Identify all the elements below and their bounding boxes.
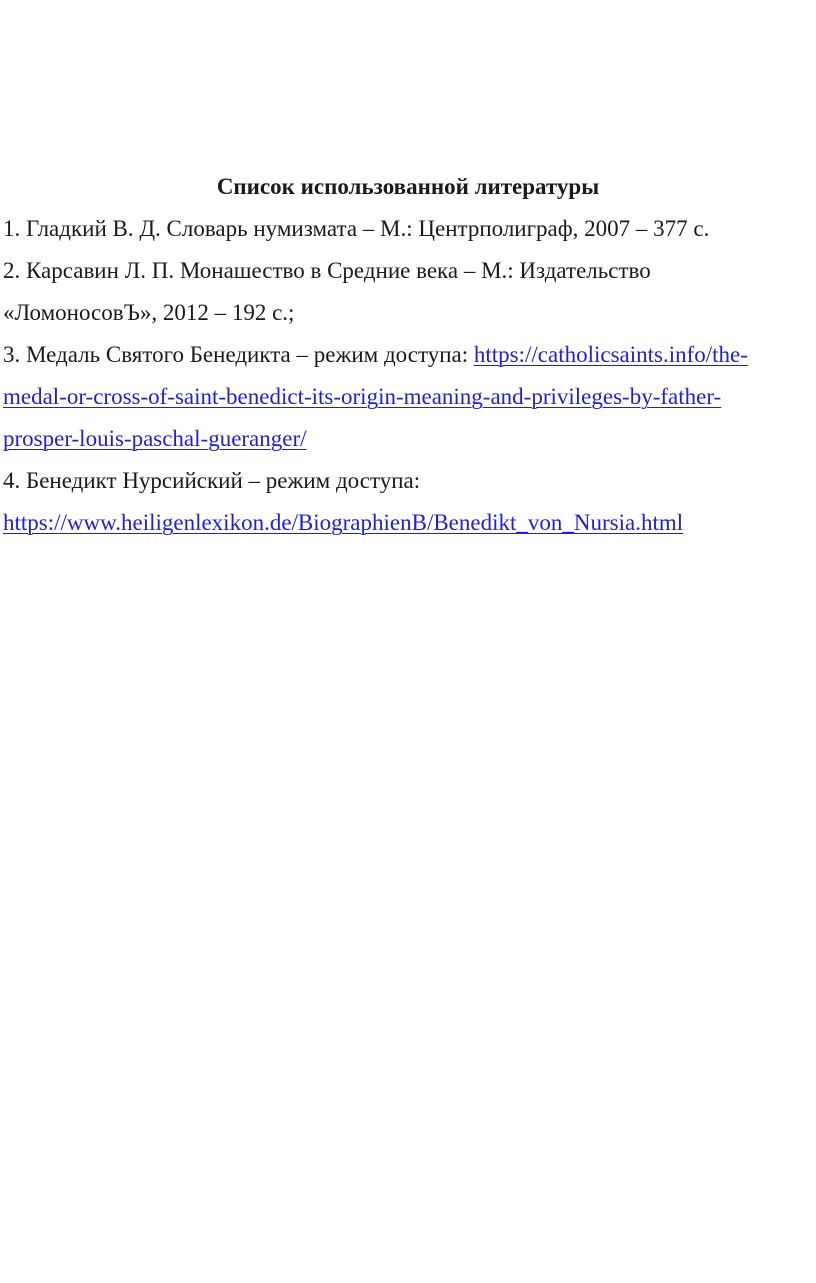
reference-3-link[interactable]: https://catholicsaints.info/the-	[473, 342, 748, 367]
reference-1-text: 1. Гладкий В. Д. Словарь нумизмата – М.: Центрполиграф, 2007 – 377 с.	[3, 216, 710, 241]
reference-3-prefix: 3. Медаль Святого Бенедикта – режим доступа:	[3, 342, 474, 367]
reference-4-line-2	[3, 502, 683, 544]
reference-1	[3, 208, 709, 250]
reference-3-line-1	[3, 334, 748, 376]
reference-4-link[interactable]: https://www.heiligenlexikon.de/BiographienB/Benedikt_von_Nursia.html	[3, 510, 684, 535]
reference-3-line-2	[3, 376, 721, 418]
reference-3-link-end[interactable]: prosper-louis-paschal-gueranger/	[3, 426, 307, 451]
reference-3-link-continued[interactable]: medal-or-cross-of-saint-benedict-its-origin-meaning-and-privileges-by-father-	[3, 384, 722, 409]
reference-2-text-continued: «ЛомоносовЪ», 2012 – 192 с.;	[3, 300, 295, 325]
reference-3-line-3	[3, 418, 307, 460]
reference-4-prefix: 4. Бенедикт Нурсийский – режим доступа:	[3, 468, 421, 493]
page-title: Список использованной литературы	[216, 174, 600, 199]
reference-4-line-1	[3, 460, 420, 502]
reference-2-line-1	[3, 250, 651, 292]
reference-2-text: 2. Карсавин Л. П. Монашество в Средние века – М.: Издательство	[3, 258, 651, 283]
reference-2-line-2	[3, 292, 294, 334]
